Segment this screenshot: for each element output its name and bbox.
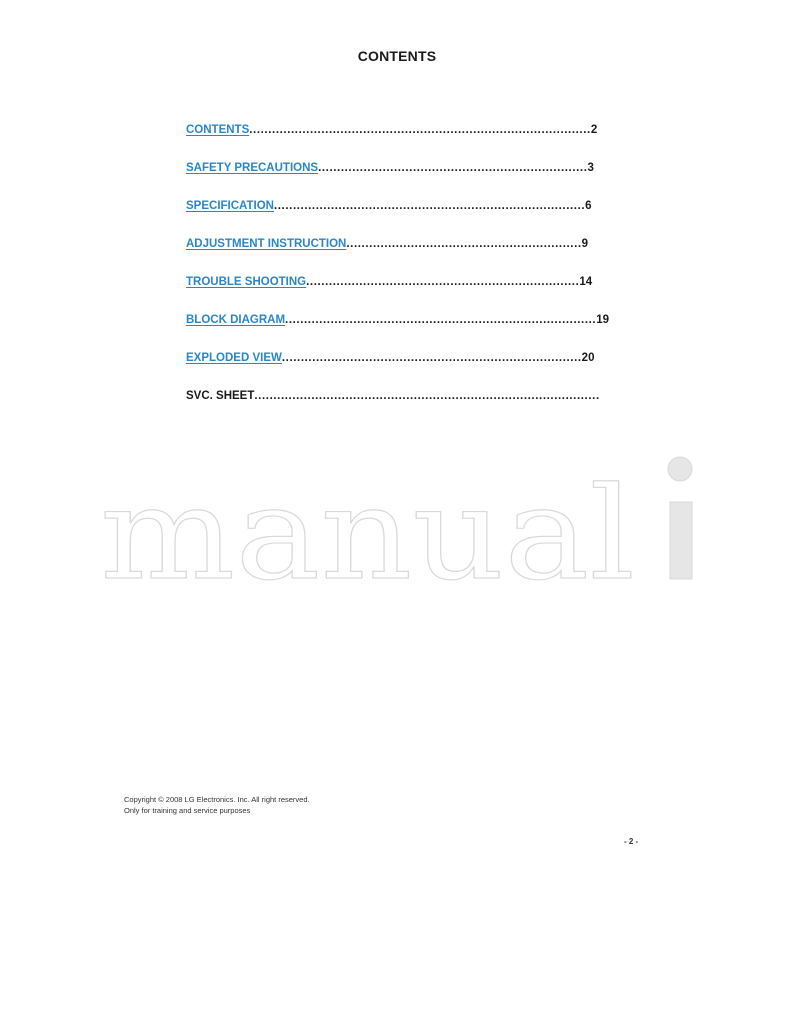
copyright-line: Copyright © 2008 LG Electronics. Inc. All right reserved. [124,795,310,804]
toc-link-contents[interactable]: CONTENTS [186,124,250,136]
toc-page-number: 20 [581,352,595,364]
toc-leader-dots: ........................................................................ [306,276,580,288]
usage-notice-line: Only for training and service purposes [124,806,251,815]
toc-leader-dots: ............................................................................... [281,352,582,364]
toc-link-trouble-shooting[interactable]: TROUBLE SHOOTING [186,276,307,288]
toc-entry-contents[interactable] [186,124,597,140]
toc-page-number: 9 [581,238,589,250]
toc-entry-trouble-shooting[interactable] [186,276,592,292]
page-title: CONTENTS [357,48,437,64]
toc-label-svc-sheet: SVC. SHEET [186,390,255,402]
toc-page-number: 6 [585,200,592,212]
toc-page-number: 19 [596,314,610,326]
toc-link-specification[interactable]: SPECIFICATION [186,200,274,212]
toc-link-adjustment-instruction[interactable]: ADJUSTMENT INSTRUCTION [186,238,347,250]
toc-leader-dots: ........................................................................................... [254,390,600,402]
toc-entry-adjustment-instruction[interactable] [186,238,588,254]
toc-leader-dots: .................................................................................. [285,314,597,326]
toc-page-number: 3 [587,162,594,174]
toc-page-number: 14 [579,276,593,288]
toc-leader-dots: .................................................................................. [273,200,586,212]
toc-entry-svc-sheet [186,390,600,406]
toc-link-exploded-view[interactable]: EXPLODED VIEW [186,352,282,364]
toc-page-number: 2 [590,124,598,136]
toc-leader-dots: .............................................................. [346,238,582,250]
toc-entry-block-diagram[interactable] [186,314,609,330]
toc-link-block-diagram[interactable]: BLOCK DIAGRAM [186,314,286,326]
toc-leader-dots: ....................................................................... [318,162,588,174]
toc-leader-dots: .......................................................................................... [249,124,591,136]
manuali-watermark-icon [100,452,700,582]
toc-entry-exploded-view[interactable] [186,352,594,368]
page-number: - 2 - [624,837,639,846]
toc-entry-specification[interactable] [186,200,592,216]
toc-link-safety-precautions[interactable]: SAFETY PRECAUTIONS [186,162,319,174]
toc-entry-safety-precautions[interactable] [186,162,594,178]
footer-copyright [124,794,310,816]
svg-text:manual: manual [100,460,635,582]
